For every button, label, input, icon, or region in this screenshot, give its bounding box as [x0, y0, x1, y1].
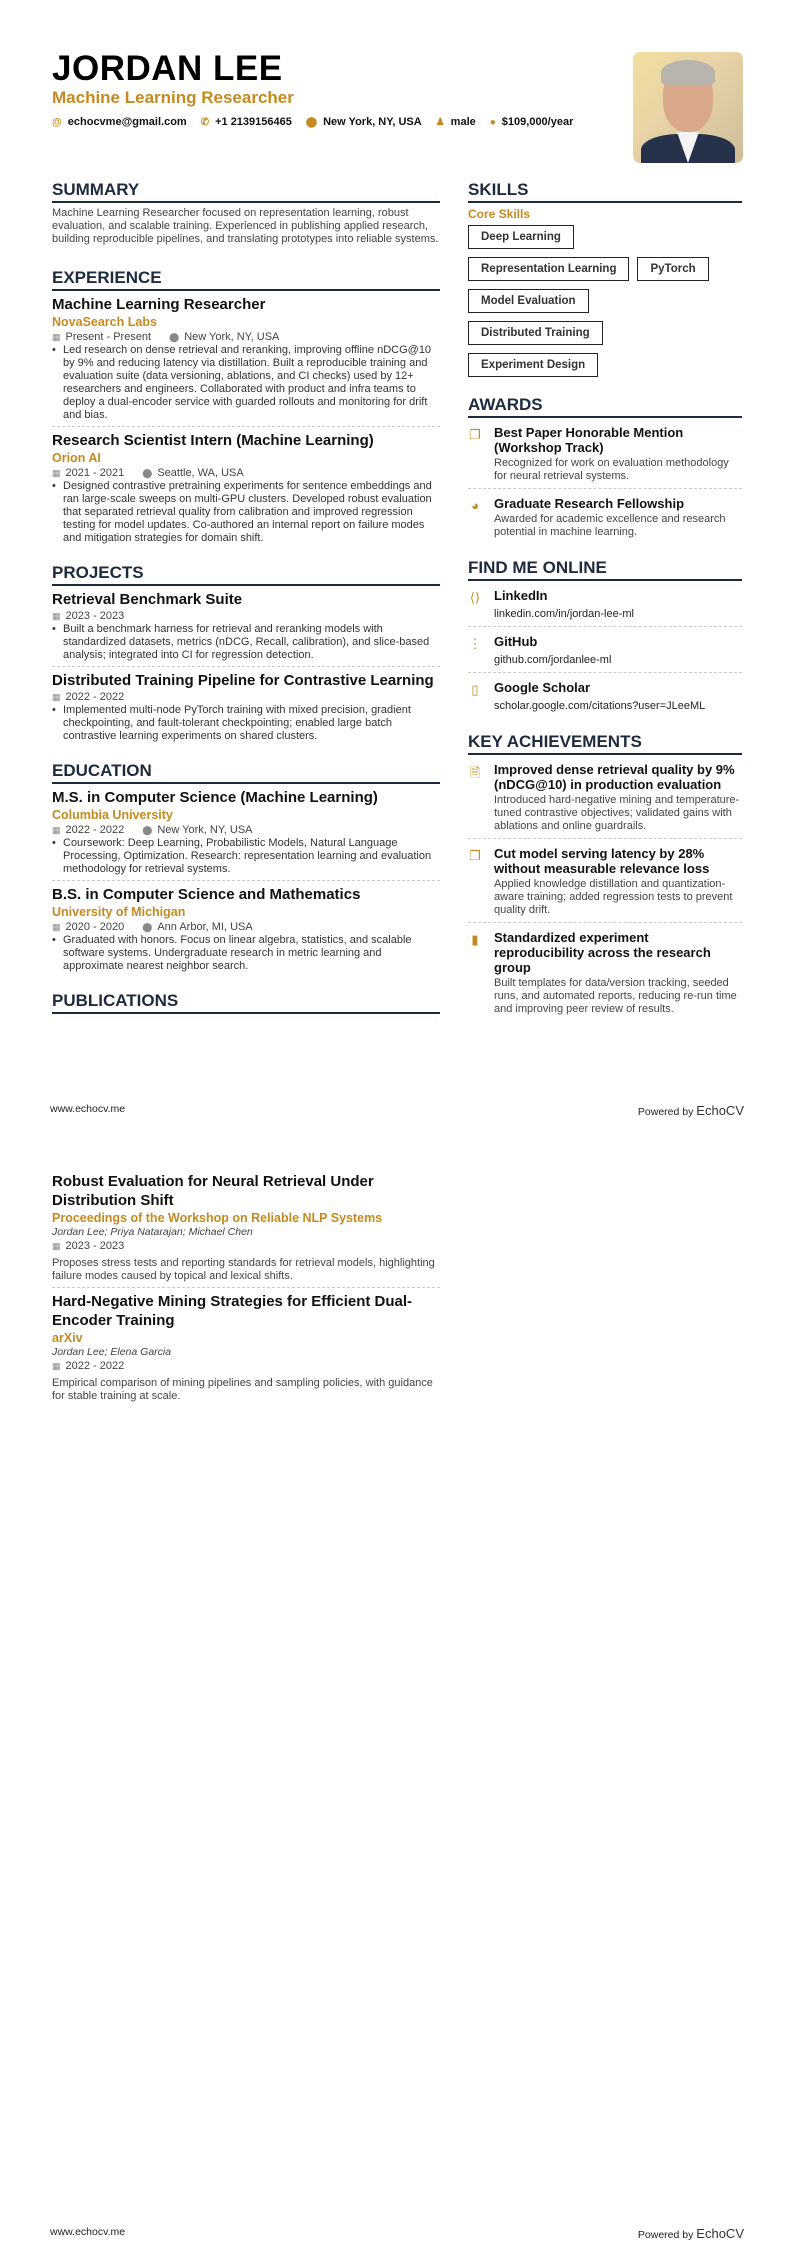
section-heading: PUBLICATIONS — [52, 991, 440, 1014]
online-link[interactable]: github.com/jordanlee-ml — [494, 654, 612, 666]
powered-label: Powered by — [637, 1106, 694, 1118]
awards-section — [468, 395, 742, 544]
powered-label: Powered by — [637, 2229, 694, 2241]
section-heading: EXPERIENCE — [52, 268, 440, 291]
location-icon: ⬤ — [169, 332, 180, 342]
contact-phone[interactable] — [201, 116, 292, 128]
summary-section — [52, 180, 440, 246]
achievement-item — [468, 759, 742, 839]
contact-location — [306, 116, 422, 128]
candidate-name: JORDAN LEE — [52, 49, 283, 88]
item-title: B.S. in Computer Science and Mathematics — [52, 886, 361, 903]
online-item[interactable] — [468, 585, 742, 627]
publication-item — [52, 1292, 440, 1407]
item-bullet: • Graduated with honors. Focus on linear algebra, statistics, and scalable software systems. Undergraduate research in metric learning and approximate nearest neighbor search. — [52, 934, 440, 973]
achievement-title: Standardized experiment reproducibility across the research group — [494, 930, 711, 975]
pub-authors: Jordan Lee; Priya Natarajan; Michael Chen — [52, 1226, 253, 1238]
item-dates: 2023 - 2023 — [65, 610, 125, 622]
skill-tag: Distributed Training — [468, 321, 603, 345]
phone-icon: ✆ — [200, 117, 210, 128]
file-search-icon: 🗎 — [469, 765, 481, 780]
item-title: M.S. in Computer Science (Machine Learning) — [52, 789, 378, 806]
pub-venue: arXiv — [52, 1331, 83, 1345]
award-desc: Recognized for work on evaluation methodology for neural retrieval systems. — [494, 457, 729, 482]
section-heading: EDUCATION — [52, 761, 440, 784]
section-heading: KEY ACHIEVEMENTS — [468, 732, 742, 755]
publications-continued — [52, 1172, 440, 1411]
award-item — [468, 493, 742, 544]
section-heading: PROJECTS — [52, 563, 440, 586]
skill-tags — [468, 225, 728, 377]
online-section — [468, 558, 742, 718]
achievement-item — [468, 927, 742, 1021]
item-bullet: • Designed contrastive pretraining experiments for sentence embeddings and ran large-scale sweeps on multi-GPU clusters. Developed robust evaluation that separated retrieval quality from calibration and improved regression testing for model updates. Co-authored an internal report on failure modes and mitigation strategies for domain shift. — [52, 480, 440, 545]
item-dates: Present - Present — [65, 331, 152, 343]
location-icon: ⬤ — [142, 468, 153, 478]
skill-tag: Model Evaluation — [468, 289, 589, 313]
contact-text: echocvme@gmail.com — [67, 116, 187, 128]
award-item — [468, 422, 742, 489]
section-heading: FIND ME ONLINE — [468, 558, 742, 581]
section-heading: SKILLS — [468, 180, 742, 203]
left-column — [52, 180, 440, 1018]
calendar-icon: ▦ — [52, 922, 61, 932]
contact-gender — [436, 116, 476, 128]
achievement-title: Improved dense retrieval quality by 9% (nDCG@10) in production evaluation — [494, 762, 735, 792]
calendar-icon: ▦ — [52, 825, 61, 835]
resume-page-2 — [0, 1130, 794, 2246]
item-title: Machine Learning Researcher — [52, 296, 266, 313]
contact-text: +1 2139156465 — [215, 116, 292, 128]
summary-text: Machine Learning Researcher focused on representation learning, robust evaluation, and scalable training. Experienced in publishing applied research, building reproducible pipelines, and translating prototypes into reliable systems. — [52, 207, 439, 245]
online-link[interactable]: linkedin.com/in/jordan-lee-ml — [494, 608, 635, 620]
pub-venue: Proceedings of the Workshop on Reliable NLP Systems — [52, 1211, 383, 1225]
contact-text: New York, NY, USA — [323, 116, 422, 128]
location-icon: ⬤ — [142, 922, 153, 932]
award-desc: Awarded for academic excellence and research potential in machine learning. — [494, 513, 726, 538]
calendar-icon: ▦ — [52, 1361, 61, 1371]
dots-vertical-icon: ⋮ — [468, 636, 482, 651]
achievement-title: Cut model serving latency by 28% without measurable relevance loss — [494, 846, 710, 876]
item-dates: 2021 - 2021 — [65, 467, 125, 479]
online-item[interactable] — [468, 631, 742, 673]
pub-title: Hard-Negative Mining Strategies for Efficient Dual-Encoder Training — [52, 1293, 413, 1329]
footer-powered — [638, 2226, 744, 2241]
candidate-title: Machine Learning Researcher — [52, 88, 294, 107]
section-heading: AWARDS — [468, 395, 742, 418]
online-link[interactable]: scholar.google.com/citations?user=JLeeML — [494, 700, 706, 712]
item-location: Seattle, WA, USA — [157, 467, 244, 479]
pub-dates: 2023 - 2023 — [65, 1240, 125, 1252]
online-title: GitHub — [494, 634, 538, 649]
pub-desc: Empirical comparison of mining pipelines and sampling policies, with guidance for stable training at scale. — [52, 1377, 433, 1402]
skill-tag: PyTorch — [637, 257, 708, 281]
skill-tag: Experiment Design — [468, 353, 598, 377]
achievement-desc: Introduced hard-negative mining and temperature-tuned contrastive objectives; validated gains with ablations and online guardrails. — [494, 794, 740, 832]
footer-brand[interactable]: EchoCV — [696, 2226, 744, 2241]
location-icon: ⬤ — [305, 117, 318, 128]
skills-section — [468, 180, 742, 377]
item-org: Columbia University — [52, 808, 173, 822]
item-org: University of Michigan — [52, 905, 186, 919]
contact-salary — [490, 116, 574, 128]
skills-group-title: Core Skills — [468, 207, 531, 221]
item-location: New York, NY, USA — [157, 824, 253, 836]
contact-email[interactable] — [52, 116, 187, 128]
code-icon: ⟨⟩ — [469, 590, 481, 605]
item-dates: 2022 - 2022 — [65, 824, 125, 836]
experience-section — [52, 268, 440, 549]
contact-text: male — [450, 116, 476, 128]
contact-list — [52, 116, 612, 128]
project-item — [52, 590, 440, 667]
calendar-icon: ▦ — [52, 1241, 61, 1251]
pub-dates: 2022 - 2022 — [65, 1360, 125, 1372]
online-title: LinkedIn — [494, 588, 548, 603]
pub-title: Robust Evaluation for Neural Retrieval Under Distribution Shift — [52, 1173, 374, 1209]
footer-site[interactable]: www.echocv.me — [50, 2226, 126, 2238]
page-footer — [50, 2226, 744, 2241]
online-title: Google Scholar — [494, 680, 591, 695]
award-title: Graduate Research Fellowship — [494, 496, 685, 511]
pie-chart-icon: ◕ — [471, 498, 479, 513]
mobile-icon: ▯ — [471, 682, 479, 697]
page-footer — [50, 1103, 744, 1118]
item-location: New York, NY, USA — [184, 331, 280, 343]
section-heading: SUMMARY — [52, 180, 440, 203]
skill-tag: Representation Learning — [468, 257, 629, 281]
footer-brand[interactable]: EchoCV — [696, 1103, 744, 1118]
item-dates: 2020 - 2020 — [65, 921, 125, 933]
item-title: Distributed Training Pipeline for Contrastive Learning — [52, 672, 434, 689]
contact-text: $109,000/year — [501, 116, 574, 128]
achievement-desc: Built templates for data/version tracking, seeded runs, and automated reports, reducing re-run time and improving peer review of results. — [494, 977, 737, 1015]
item-bullet: • Coursework: Deep Learning, Probabilistic Models, Natural Language Processing, Optimization. Research: representation learning and evaluation methodology for retrieval systems. — [52, 837, 440, 876]
item-dates: 2022 - 2022 — [65, 691, 125, 703]
salary-icon: ● — [489, 117, 496, 128]
education-item — [52, 788, 440, 881]
calendar-icon: ▦ — [52, 611, 61, 621]
calendar-icon: ▦ — [52, 332, 61, 342]
at-icon: @ — [52, 117, 62, 128]
education-section — [52, 761, 440, 977]
item-location: Ann Arbor, MI, USA — [157, 921, 253, 933]
item-title: Retrieval Benchmark Suite — [52, 591, 243, 608]
item-title: Research Scientist Intern (Machine Learning) — [52, 432, 374, 449]
pub-desc: Proposes stress tests and reporting standards for retrieval models, highlighting failure modes caused by topical and lexical shifts. — [52, 1257, 435, 1282]
calendar-icon: ▦ — [52, 468, 61, 478]
clipboard-icon: ▮ — [471, 932, 479, 947]
achievements-section — [468, 732, 742, 1021]
item-org: Orion AI — [52, 451, 101, 465]
achievement-item — [468, 843, 742, 923]
experience-item — [52, 431, 440, 549]
publication-item — [52, 1172, 440, 1288]
resume-header — [52, 50, 612, 128]
item-bullet: • Led research on dense retrieval and reranking, improving offline nDCG@10 by 9% and reducing latency via distillation. Built a reproducible training and evaluation suite (data versioning, ablations, and CI checks) used by 12+ researchers and engineers. Collaborated with product and infra teams to deploy a dual-encoder service with guarded rollouts and monitoring for drift and bias. — [52, 344, 440, 422]
item-bullet: • Built a benchmark harness for retrieval and reranking models with standardized datasets, metrics (nDCG, Recall, calibration), and slice-based analysis; integrated into CI for regression detection. — [52, 623, 440, 662]
footer-site[interactable]: www.echocv.me — [50, 1103, 126, 1115]
skill-tag: Deep Learning — [468, 225, 574, 249]
item-bullet: • Implemented multi-node PyTorch training with mixed precision, gradient checkpointing, and fault-tolerant checkpointing; enabled large batch contrastive learning experiments on shared clusters. — [52, 704, 440, 743]
person-icon: ♟ — [435, 117, 445, 128]
online-item[interactable] — [468, 677, 742, 718]
footer-powered — [638, 1103, 744, 1118]
location-icon: ⬤ — [142, 825, 153, 835]
right-column — [468, 180, 742, 1025]
calendar-icon: ▦ — [52, 692, 61, 702]
education-item — [52, 885, 440, 977]
project-item — [52, 671, 440, 747]
experience-item — [52, 295, 440, 427]
pub-authors: Jordan Lee; Elena Garcia — [52, 1346, 172, 1358]
item-org: NovaSearch Labs — [52, 315, 157, 329]
publications-section — [52, 991, 440, 1014]
award-title: Best Paper Honorable Mention (Workshop Track) — [494, 425, 684, 455]
profile-photo — [633, 52, 743, 163]
achievement-desc: Applied knowledge distillation and quantization-aware training; added regression tests to prevent quality drift. — [494, 878, 733, 916]
award-icon: ❐ — [469, 427, 481, 442]
projects-section — [52, 563, 440, 747]
copy-list-icon: ❐ — [469, 848, 481, 863]
